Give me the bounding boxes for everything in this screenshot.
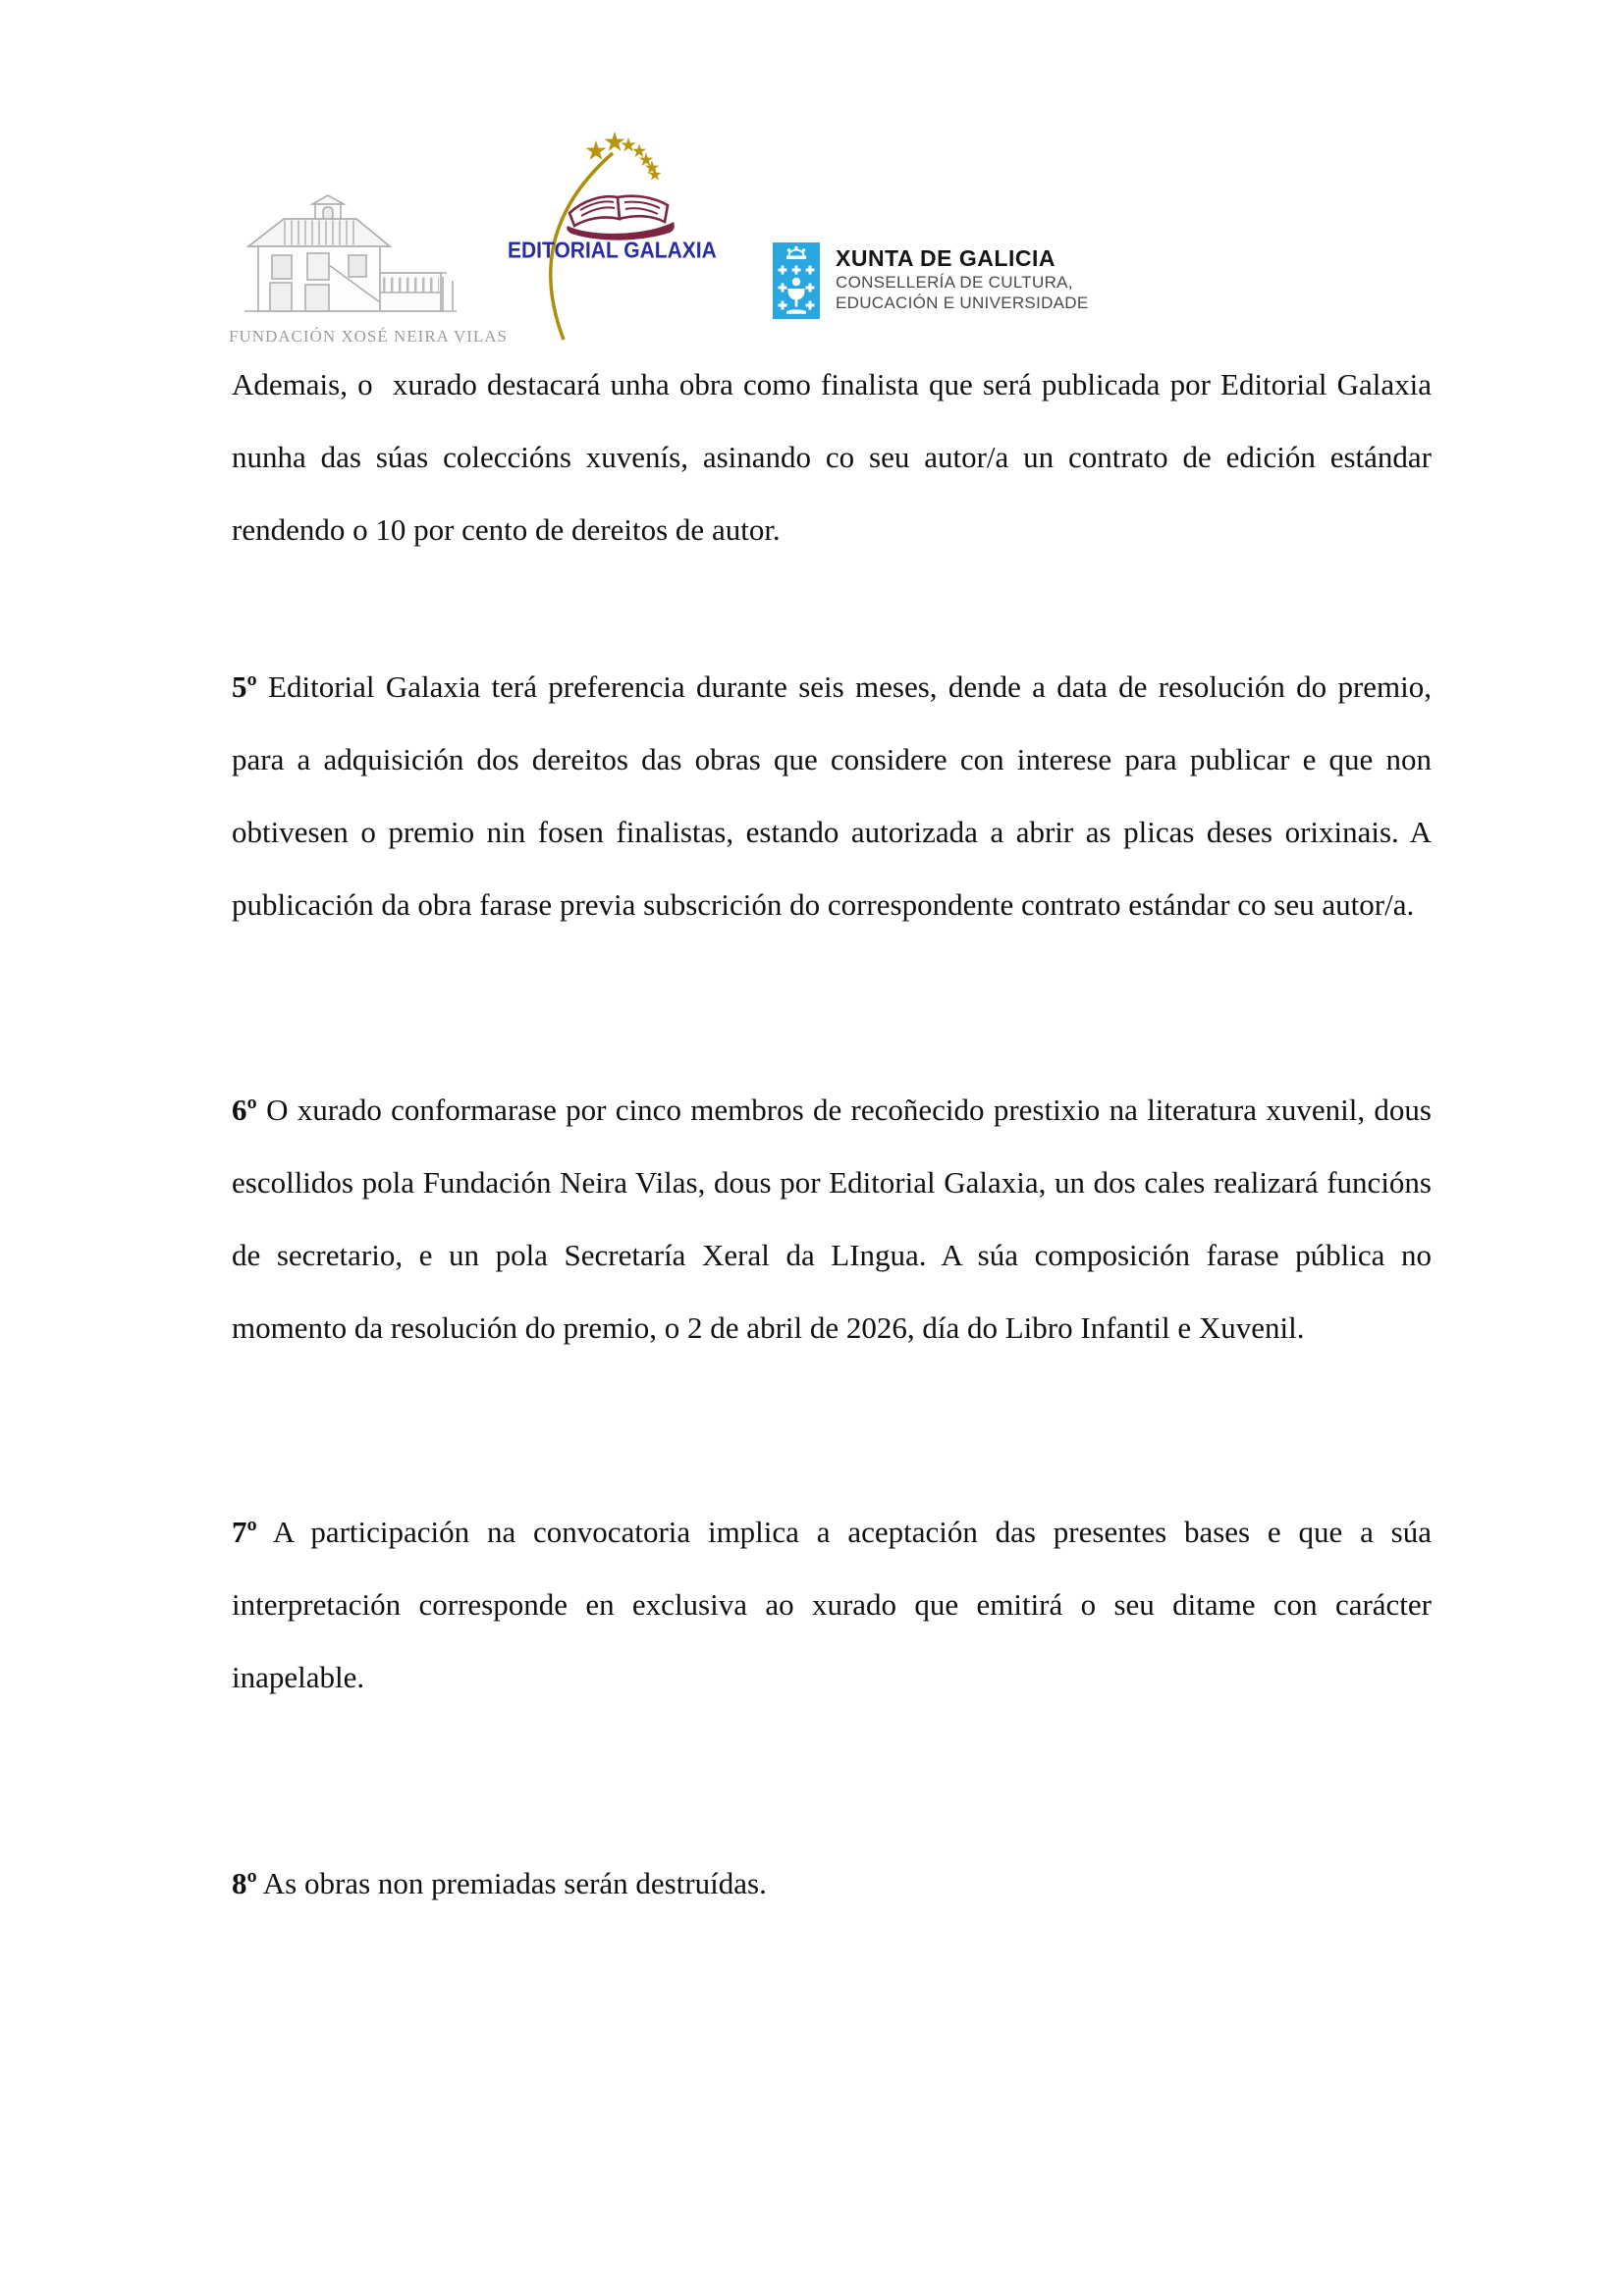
fundacion-building-icon xyxy=(229,194,468,318)
galaxia-book-icon xyxy=(567,196,675,240)
paragraph-8 xyxy=(232,1847,1432,1920)
fundacion-logo xyxy=(229,194,509,347)
paragraph-text: A participación na convocatoria implica a aceptación das presentes bases e que a súa interpretación corresponde en exclusiva ao xurado que emitirá o seu ditame con carácter inapelable. xyxy=(232,1515,1439,1694)
xunta-logo-text xyxy=(836,244,1089,313)
galaxia-logo-art xyxy=(503,116,733,347)
galaxia-stars-icon xyxy=(586,132,662,181)
paragraph-number: 7º xyxy=(232,1515,257,1549)
paragraph-text: As obras non premiadas serán destruídas. xyxy=(262,1866,767,1900)
xunta-emblem-icon xyxy=(773,242,820,319)
paragraph-text: Editorial Galaxia terá preferencia durante seis meses, dende a data de resolución do premio, para a adquisición dos dereitos das obras que considere con interese para publicar e que non obtivesen o premio nin fosen finalistas, estando autorizada a abrir as plicas deses orixinais. A publicación da obra farase previa subscrición do correspondente contrato estándar co seu autor/a. xyxy=(232,669,1439,922)
xunta-title: XUNTA DE GALICIA xyxy=(836,245,1056,271)
paragraph-number: 5º xyxy=(232,669,257,704)
fundacion-logo-caption: FUNDACIÓN XOSÉ NEIRA VILAS xyxy=(229,327,509,346)
galaxia-logo xyxy=(503,116,733,347)
paragraph-text: Ademais, o xurado destacará unha obra como finalista que será publicada por Editorial Galaxia nunha das súas coleccións xuvenís, asinando co seu autor/a un contrato de edición estándar rendendo o 10 por cento de dereitos de autor. xyxy=(232,367,1439,547)
paragraph-7 xyxy=(232,1496,1439,1714)
paragraph-5 xyxy=(232,651,1439,941)
paragraph-text: O xurado conformarase por cinco membros de recoñecido prestixio na literatura xuvenil, dous escollidos pola Fundación Neira Vilas, dous por Editorial Galaxia, un dos cales realizará funcións de secretario, e un pola Secretaría Xeral da LIngua. A súa composición farase pública no momento da resolución do premio, o 2 de abril de 2026, día do Libro Infantil e Xuvenil. xyxy=(232,1093,1439,1345)
xunta-subtitle-line2: EDUCACIÓN E UNIVERSIDADE xyxy=(836,294,1089,312)
paragraph-number: 6º xyxy=(232,1093,257,1127)
paragraph-6 xyxy=(232,1074,1439,1364)
paragraph-ademais xyxy=(232,348,1439,566)
xunta-logo xyxy=(773,242,1097,325)
document-body xyxy=(232,348,1439,1920)
galaxia-logo-text: EDITORIAL GALAXIA xyxy=(508,239,717,263)
xunta-subtitle-line1: CONSELLERÍA DE CULTURA, xyxy=(836,273,1073,292)
paragraph-number: 8º xyxy=(232,1866,257,1900)
